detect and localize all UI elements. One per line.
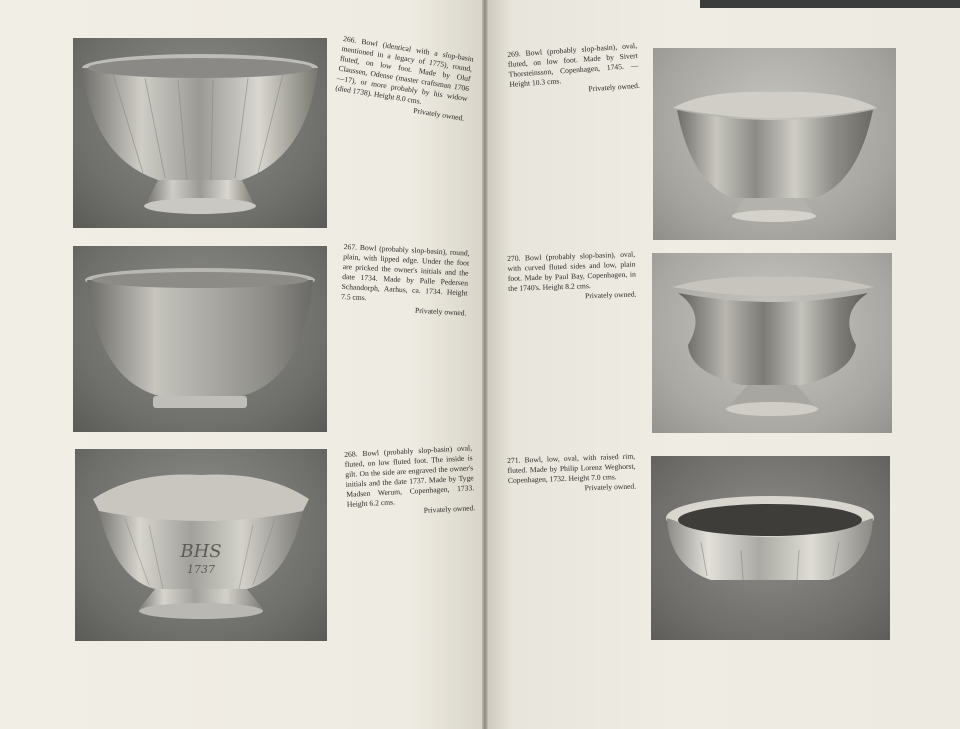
caption-269-owner: Privately owned.	[588, 80, 641, 94]
caption-267	[340, 242, 469, 318]
caption-269-text: 269. Bowl (probably slop-basin), oval, fluted, on low foot. Made by Sivert Thorsteinsson, Copenhagen, 1745. — Height 10.3 cms.	[507, 40, 639, 89]
caption-268-owner: Privately owned.	[423, 503, 476, 515]
bowl-267-image	[73, 246, 327, 432]
photo-bowl-267	[73, 246, 327, 432]
caption-271-owner: Privately owned.	[584, 481, 637, 493]
book-gutter	[482, 0, 488, 729]
bowl-269-image	[653, 48, 896, 240]
photo-bowl-268	[75, 449, 327, 641]
engraved-year: 1737	[187, 563, 215, 576]
caption-267-owner: Privately owned.	[414, 305, 467, 318]
caption-266-text: 266. Bowl (identical with a slop-basin mentioned in a legacy of 1775), round, fluted, on low foot. Made by Oluf Claussen, Odense (master craftsman 1706—17), or more probably by his widow (died 1738). Height 8.0 cms.	[334, 34, 475, 106]
caption-270-owner: Privately owned.	[584, 289, 637, 301]
photo-bowl-266	[73, 38, 327, 228]
caption-268	[344, 443, 475, 520]
bowl-266-image	[73, 38, 327, 228]
caption-271-text: 271. Bowl, low, oval, with raised rim, fluted. Made by Philip Lorenz Weghorst, Copenhagen, 1732. Height 7.0 cms.	[507, 451, 636, 485]
caption-268-text: 268. Bowl (probably slop-basin) oval, fluted, on low fluted foot. The inside is gilt. On the side are engraved the owner's initials and the date 1737. Made by Tyge Madsen Werum, Copenhagen, 1733. Height 6.2 cms.	[344, 443, 475, 509]
caption-267-text: 267. Bowl (probably slop-basin), round, plain, with lipped edge. Under the foot are pricked the owner's initials and the date 1734. Made by Palle Pedersen Schandorph, Aarhus, ca. 1734. Height 7.5 cms.	[340, 242, 470, 303]
caption-266-owner: Privately owned.	[412, 105, 465, 123]
caption-270-text: 270. Bowl (probably slop-basin), oval, with curved fluted sides and low, plain foot. Made by Paul Bay, Copenhagen, in the 1740's. Height 8.2 cms.	[507, 249, 636, 293]
caption-270	[507, 250, 637, 304]
photo-bowl-270	[652, 253, 892, 433]
caption-271	[507, 452, 636, 496]
bowl-270-image	[652, 253, 892, 433]
photo-bowl-271	[651, 456, 890, 640]
engraved-initials: BHS	[180, 541, 222, 562]
photo-bowl-269	[653, 48, 896, 240]
bowl-268-image	[75, 449, 327, 641]
bowl-271-image	[651, 456, 890, 640]
caption-269	[507, 41, 640, 100]
book-cover-edge	[700, 0, 960, 8]
